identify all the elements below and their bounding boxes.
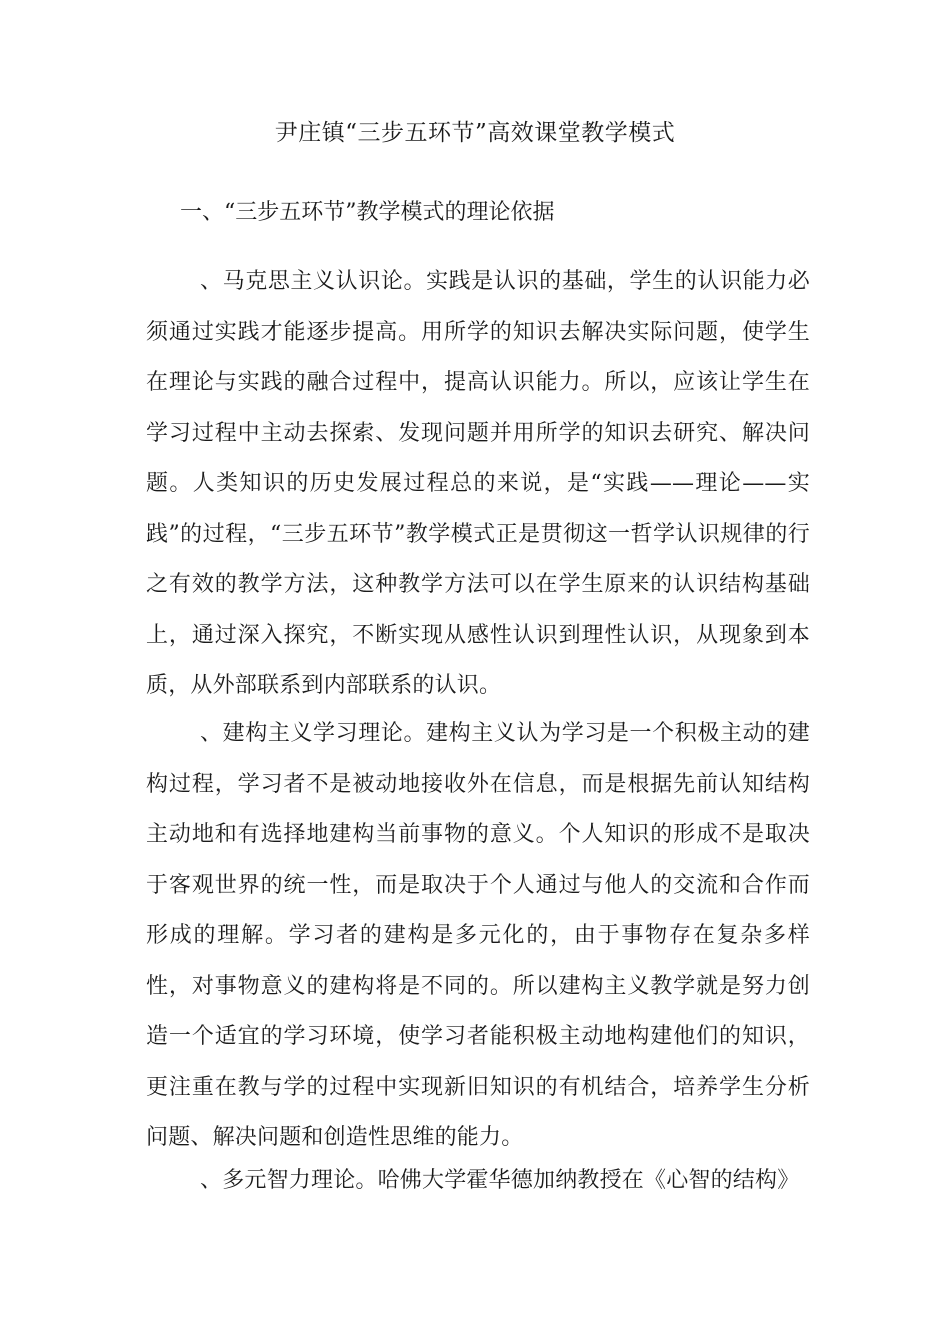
section-heading: 一、“三步五环节”教学模式的理论依据 bbox=[180, 200, 555, 225]
document-title: 尹庄镇“三步五环节”高效课堂教学模式 bbox=[274, 120, 676, 146]
paragraph-multiple-intelligences: 、多元智力理论。哈佛大学霍华德加纳教授在《心智的结构》 bbox=[200, 1168, 800, 1193]
paragraph-marxist-epistemology: 、马克思主义认识论。实践是认识的基础，学生的认识能力必须通过实践才能逐步提高。用所学的知识去解决实际问题，使学生在理论与实践的融合过程中，提高认识能力。所以，应该让学生在学习过程中主动去探索、发现问题并用所学的知识去研究、解决问题。人类知识的历史发展过程总的来说，是“实践——理论——实践”的过程，“三步五环节”教学模式正是贯彻这一哲学认识规律的行之有效的教学方法，这种教学方法可以在学生原来的认识结构基础上，通过深入探究，不断实现从感性认识到理性认识，从现象到本质，从外部联系到内部联系的认识。 bbox=[146, 269, 810, 698]
paragraph-constructivism: 、建构主义学习理论。建构主义认为学习是一个积极主动的建构过程，学习者不是被动地接收外在信息，而是根据先前认知结构主动地和有选择地建构当前事物的意义。个人知识的形成不是取决于客观世界的统一性，而是取决于个人通过与他人的交流和合作而形成的理解。学习者的建构是多元化的，由于事物存在复杂多样性，对事物意义的建构将是不同的。所以建构主义教学就是努力创造一个适宜的学习环境，使学习者能积极主动地构建他们的知识，更注重在教与学的过程中实现新旧知识的有机结合，培养学生分析问题、解决问题和创造性思维的能力。 bbox=[146, 721, 810, 1150]
